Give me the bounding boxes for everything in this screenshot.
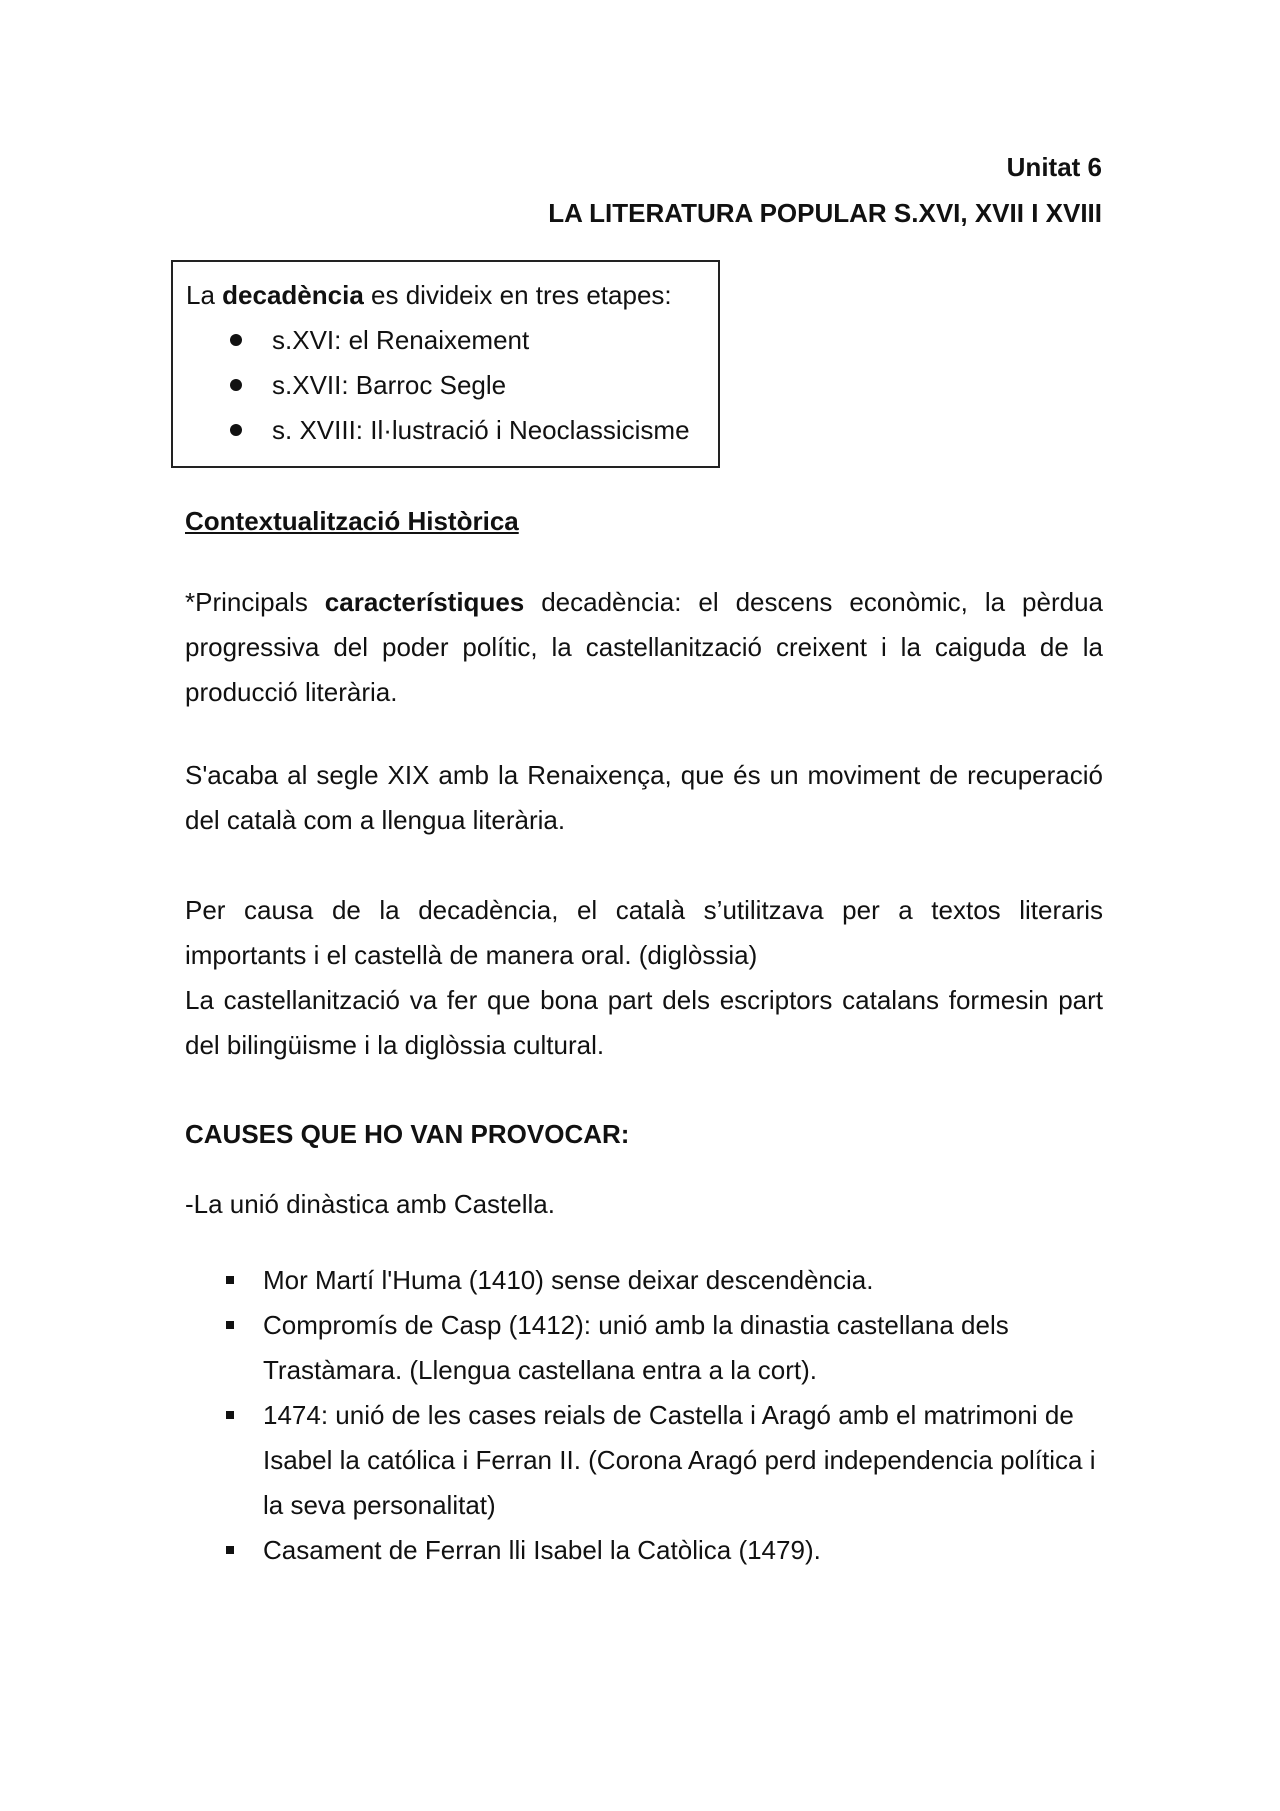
cause-text: 1474: unió de les cases reials de Castella i Aragó amb el matrimoni de Isabel la católica i Ferran II. (Corona Aragó perd independencia política i la seva personalitat) [263,1400,1096,1520]
square-bullet-icon [226,1546,234,1554]
list-item [0,1258,1103,1303]
causes-list [0,1258,1280,1573]
stages-intro-bold: decadència [222,280,364,310]
unit-heading: Unitat 6 [1006,152,1102,182]
square-bullet-icon [226,1321,234,1329]
stage-text: s.XVI: el Renaixement [272,325,530,355]
document-title: LA LITERATURA POPULAR S.XVI, XVII I XVIII [548,198,1102,228]
list-item [0,1528,1103,1573]
stages-intro-pre: La [186,280,223,310]
list-item [0,1393,1103,1528]
castellanization-paragraph: La castellanització va fer que bona part dels escriptors catalans formesin part del bilingüisme i la diglòssia cultural. [185,985,1103,1060]
cause-text: Mor Martí l'Huma (1410) sense deixar descendència. [263,1265,874,1295]
diglossia-paragraph: Per causa de la decadència, el català s’utilitzava per a textos literaris importants i el castellà de manera oral. (diglòssia) [185,895,1103,970]
square-bullet-icon [226,1276,234,1284]
p1-bold: característiques [324,587,525,617]
context-heading: Contextualització Històrica [185,506,519,536]
list-item [0,1303,1103,1393]
renaixenca-paragraph: S'acaba al segle XIX amb la Renaixença, que és un moviment de recuperació del català com a llengua literària. [185,760,1103,835]
causes-heading: CAUSES QUE HO VAN PROVOCAR: [185,1119,630,1149]
p1-pre: *Principals [185,587,325,617]
stages-box [171,260,720,468]
stages-intro-post: es divideix en tres etapes: [363,280,672,310]
causes-subheading: -La unió dinàstica amb Castella. [185,1189,555,1219]
p1-post: decadència: el descens econòmic, la pèrdua progressiva del poder polític, la castellanització creixent i la caiguda de la producció literària. [185,587,1103,707]
characteristics-paragraph [185,580,1103,715]
bullet-dot-icon [230,379,242,391]
cause-text: Casament de Ferran lli Isabel la Catòlica (1479). [263,1535,821,1565]
stage-text: s.XVII: Barroc Segle [272,370,507,400]
cause-text: Compromís de Casp (1412): unió amb la dinastia castellana dels Trastàmara. (Llengua castellana entra a la cort). [263,1310,1009,1385]
stages-intro [186,280,672,311]
bullet-dot-icon [230,334,242,346]
bullet-dot-icon [230,424,242,436]
stage-text: s. XVIII: Il·lustració i Neoclassicisme [272,415,690,445]
square-bullet-icon [226,1411,234,1419]
